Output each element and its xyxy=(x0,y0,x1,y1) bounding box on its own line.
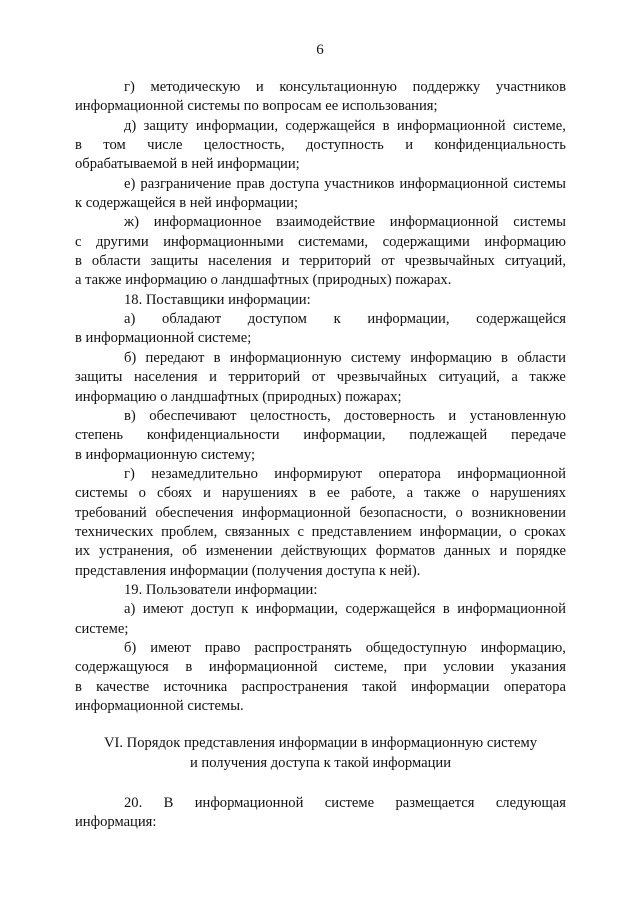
section-heading-line: и получения доступа к такой информации xyxy=(189,754,452,771)
text-line: представления информации (получения доступа к ней). xyxy=(75,562,421,579)
text-line: информация: xyxy=(75,814,157,831)
text-line: в информационную систему; xyxy=(75,446,255,463)
paragraph xyxy=(75,213,566,290)
text-line: а) обладают доступом к информации, содержащейся xyxy=(124,311,566,328)
paragraph xyxy=(75,407,566,465)
text-line: в области защиты населения и территорий от чрезвычайных ситуаций, xyxy=(75,253,566,270)
text-line: информационной системы. xyxy=(75,698,244,714)
text-line: технических проблем, связанных с представлением информации, о сроках xyxy=(75,523,566,540)
text-line: б) имеют право распространять общедоступную информацию, xyxy=(124,639,566,656)
paragraph xyxy=(75,78,566,117)
paragraph xyxy=(75,291,566,310)
paragraph xyxy=(75,310,566,349)
paragraph xyxy=(75,117,566,175)
text-line: г) методическую и консультационную поддержку участников xyxy=(124,79,566,95)
paragraph xyxy=(75,639,566,716)
paragraph xyxy=(75,175,566,214)
text-line: информационной системы по вопросам ее использования; xyxy=(75,98,438,115)
text-line: в том числе целостность, доступность и конфиденциальность xyxy=(75,137,566,154)
paragraph xyxy=(75,349,566,407)
text-line: г) незамедлительно информируют оператора информационной xyxy=(124,465,566,482)
paragraph xyxy=(75,465,566,581)
text-line: с другими информационными системами, содержащими информацию xyxy=(75,233,566,250)
text-line: б) передают в информационную систему информацию в области xyxy=(124,349,566,366)
text-line: а) имеют доступ к информации, содержащейся в информационной xyxy=(124,601,566,618)
section-heading xyxy=(75,734,566,773)
paragraph xyxy=(75,600,566,639)
text-line: содержащуюся в информационной системе, при условии указания xyxy=(75,659,566,676)
text-line: обрабатываемой в ней информации; xyxy=(75,156,300,173)
paragraph xyxy=(75,581,566,600)
text-line: требований обеспечения информационной безопасности, о возникновении xyxy=(75,504,566,521)
text-line: д) защиту информации, содержащейся в информационной системе, xyxy=(124,117,566,134)
text-line: информацию о ландшафтных (природных) пожарах; xyxy=(75,388,402,405)
page-number: 6 xyxy=(316,42,324,58)
text-line: ж) информационное взаимодействие информационной системы xyxy=(124,214,566,231)
paragraph-20 xyxy=(75,794,566,833)
text-line: защиты населения и территорий от чрезвычайных ситуаций, а также xyxy=(75,369,566,386)
text-line: в качестве источника распространения такой информации оператора xyxy=(75,678,566,695)
text-line: 18. Поставщики информации: xyxy=(124,291,311,308)
text-line: а также информацию о ландшафтных (природных) пожарах. xyxy=(75,272,452,289)
text-line: к содержащейся в ней информации; xyxy=(75,195,299,212)
text-line: степень конфиденциальности информации, подлежащей передаче xyxy=(75,427,566,444)
text-line: системы о сбоях и нарушениях в ее работе, а также о нарушениях xyxy=(75,485,566,502)
text-line: е) разграничение прав доступа участников информационной системы xyxy=(124,175,566,192)
section-heading-line: VI. Порядок представления информации в информационную систему xyxy=(103,735,538,752)
text-line: в) обеспечивают целостность, достоверность и установленную xyxy=(124,407,566,424)
text-line: 19. Пользователи информации: xyxy=(124,581,318,598)
document-body xyxy=(75,78,566,833)
text-line: 20. В информационной системе размещается следующая xyxy=(124,795,566,812)
text-line: их устранения, об изменении действующих форматов данных и порядке xyxy=(75,543,566,560)
text-line: в информационной системе; xyxy=(75,330,252,347)
text-line: системе; xyxy=(75,620,129,637)
